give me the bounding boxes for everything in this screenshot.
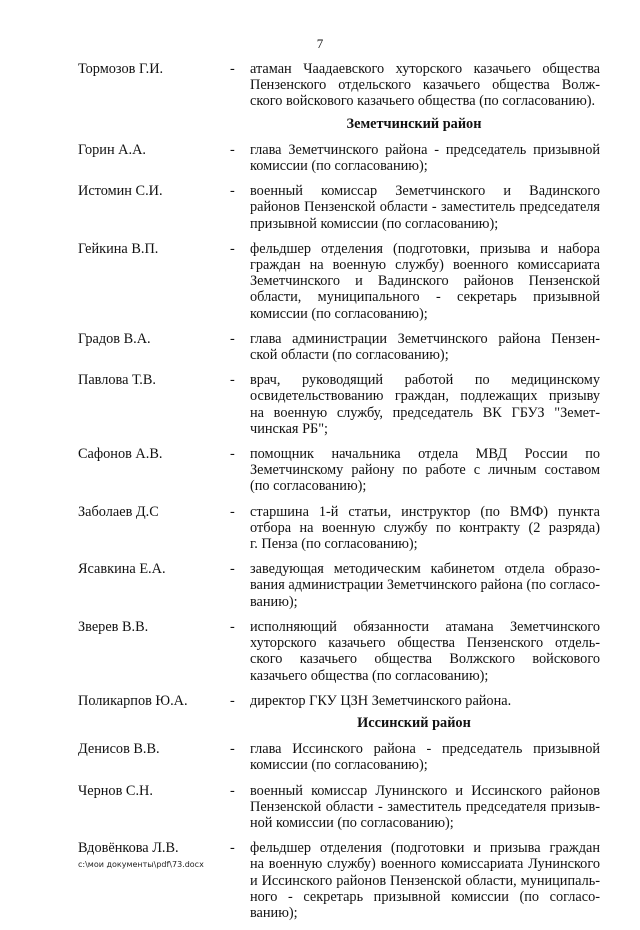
role-line: г. Пенза (по согласованию); — [250, 536, 418, 553]
member-row — [78, 561, 600, 610]
member-row — [78, 331, 600, 363]
role-line: ского войскового казачьего общества (по согласованию). — [250, 93, 596, 110]
member-row — [78, 840, 600, 921]
role-line: фельдшер отделения (подготовки и призыва граждан — [250, 840, 600, 857]
role-line: призывной комиссии (по согласованию); — [250, 215, 499, 232]
member-role — [250, 619, 600, 684]
member-name: Заболаев Д.С — [78, 503, 159, 520]
member-row — [78, 504, 600, 553]
dash-separator: - — [230, 618, 235, 635]
commission-list — [78, 61, 600, 930]
role-line: ного - секретарь призывной комиссии (по согласо- — [250, 888, 600, 905]
role-line: граждан на военную службу) военного комиссариата — [250, 257, 600, 274]
member-role — [250, 693, 600, 709]
section-heading: Земетчинский район — [346, 115, 482, 132]
role-line: глава Иссинского района - председатель призывной — [250, 741, 600, 758]
member-role — [250, 840, 600, 921]
role-line: Земетчинскому району по работе с личным составом — [250, 462, 600, 479]
role-line: глава администрации Земетчинского района Пензен- — [250, 330, 600, 347]
role-line: ной комиссии (по согласованию); — [250, 814, 454, 831]
role-line: отбора на военную службу по контракту (2 разряда) — [250, 519, 600, 536]
member-name: Чернов С.Н. — [78, 782, 153, 799]
role-line: фельдшер отделения (подготовки, призыва и набора — [250, 240, 600, 257]
role-line: на военную службу, председатель ВК ГБУЗ "Земет- — [250, 404, 600, 421]
member-role — [250, 61, 600, 110]
member-name: Гейкина В.П. — [78, 240, 159, 257]
role-line: вания администрации Земетчинского района (по согласо- — [250, 577, 600, 594]
dash-separator: - — [230, 503, 235, 520]
role-line: старшина 1-й статьи, инструктор (по ВМФ) пункта — [250, 503, 600, 520]
member-role — [250, 504, 600, 553]
role-line: комиссии (по согласованию); — [250, 757, 428, 774]
file-path-footer: c:\мои документы\pdf\73.docx — [78, 860, 204, 869]
role-line: ской области (по согласованию); — [250, 347, 449, 364]
section-heading: Иссинский район — [357, 714, 471, 731]
member-name: Ясавкина Е.А. — [78, 561, 166, 578]
role-line: (по согласованию); — [250, 478, 367, 495]
member-row — [78, 61, 600, 110]
dash-separator: - — [230, 692, 235, 709]
dash-separator: - — [230, 840, 235, 857]
role-line: ванию); — [250, 904, 298, 921]
role-line: районов Пензенской области - заместитель председателя — [250, 199, 600, 216]
member-role — [250, 241, 600, 322]
member-name: Сафонов А.В. — [78, 446, 163, 463]
member-name: Вдовёнкова Л.В. — [78, 840, 179, 857]
member-row — [78, 372, 600, 437]
role-line: казачьего общества (по согласованию); — [250, 667, 489, 684]
role-line: и Иссинского районов Пензенской области, муниципаль- — [250, 872, 600, 889]
dash-separator: - — [230, 141, 235, 158]
member-role — [250, 331, 600, 363]
member-role — [250, 561, 600, 610]
member-name: Поликарпов Ю.А. — [78, 692, 188, 709]
role-line: комиссии (по согласованию); — [250, 158, 428, 175]
role-line: глава Земетчинского района - председатель призывной — [250, 141, 600, 158]
member-role — [250, 446, 600, 495]
role-line: на военную службу) военного комиссариата Лунинского — [250, 856, 600, 873]
role-line: хуторского казачьего общества Пензенского отдель- — [250, 635, 600, 652]
page-number: 7 — [316, 36, 324, 51]
role-line: директор ГКУ ЦЗН Земетчинского района. — [250, 692, 512, 709]
dash-separator: - — [230, 330, 235, 347]
member-row — [78, 783, 600, 832]
role-line: чинская РБ"; — [250, 420, 329, 437]
dash-separator: - — [230, 561, 235, 578]
dash-separator: - — [230, 183, 235, 200]
member-role — [250, 183, 600, 232]
member-role — [250, 372, 600, 437]
member-name: Денисов В.В. — [78, 741, 160, 758]
member-row — [78, 142, 600, 174]
member-name: Тормозов Г.И. — [78, 61, 164, 77]
dash-separator: - — [230, 741, 235, 758]
member-row — [78, 741, 600, 773]
member-name: Горин А.А. — [78, 141, 146, 158]
role-line: военный комиссар Лунинского и Иссинского районов — [250, 782, 600, 799]
dash-separator: - — [230, 61, 235, 77]
role-line: комиссии (по согласованию); — [250, 305, 428, 322]
role-line: ского казачьего общества Волжского войскового — [250, 651, 600, 668]
role-line: помощник начальника отдела МВД России по — [250, 446, 600, 463]
member-role — [250, 783, 600, 832]
role-line: Земетчинского и Вадинского районов Пензенской — [250, 273, 600, 290]
role-line: Пензенской области - заместитель председателя призыв- — [250, 798, 600, 815]
dash-separator: - — [230, 372, 235, 389]
member-name: Зверев В.В. — [78, 618, 149, 635]
role-line: области, муниципального - секретарь призывной — [250, 289, 600, 306]
dash-separator: - — [230, 240, 235, 257]
role-line: Пензенского отдельского казачьего общества Волж- — [250, 77, 600, 94]
dash-separator: - — [230, 782, 235, 799]
role-line: освидетельствованию граждан, подлежащих призыву — [250, 388, 600, 405]
role-line: заведующая методическим кабинетом отдела образо- — [250, 561, 600, 578]
member-row — [78, 183, 600, 232]
member-row — [78, 693, 600, 709]
role-line: врач, руководящий работой по медицинскому — [250, 372, 600, 389]
member-name: Градов В.А. — [78, 330, 151, 347]
role-line: военный комиссар Земетчинского и Вадинского — [250, 183, 600, 200]
member-name: Истомин С.И. — [78, 183, 163, 200]
member-row — [78, 446, 600, 495]
member-row — [78, 619, 600, 684]
role-line: исполняющий обязанности атамана Земетчинского — [250, 618, 600, 635]
member-name: Павлова Т.В. — [78, 372, 156, 389]
member-role — [250, 741, 600, 773]
role-line: ванию); — [250, 593, 298, 610]
role-line: атаман Чаадаевского хуторского казачьего общества — [250, 61, 600, 77]
dash-separator: - — [230, 446, 235, 463]
member-role — [250, 142, 600, 174]
member-row — [78, 241, 600, 322]
